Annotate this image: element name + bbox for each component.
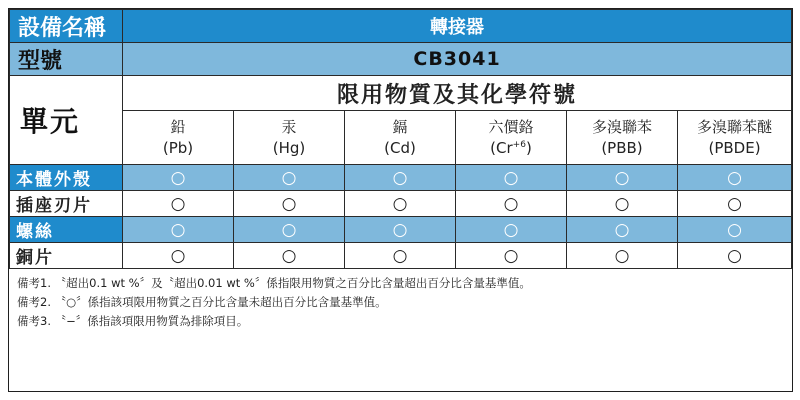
compliance-mark: ○: [392, 220, 408, 240]
compliance-cell: [345, 217, 456, 243]
compliance-mark: ○: [170, 194, 186, 214]
substance-name: 汞: [281, 117, 297, 136]
symbol-base: (Cr: [490, 138, 513, 157]
device-name-row: [10, 10, 792, 43]
compliance-cell: [234, 191, 345, 217]
note-1: 備考1. 〝超出0.1 wt %〞及〝超出0.01 wt %〞係指限用物質之百分比含量超出百分比含量基準值。: [17, 276, 531, 290]
substance-name: 多溴聯苯: [591, 117, 652, 136]
compliance-mark: ○: [281, 168, 297, 188]
table-row: [10, 217, 792, 243]
unit-name: 本體外殼: [10, 165, 123, 191]
unit-name: 插座刃片: [10, 191, 123, 217]
compliance-mark: ○: [727, 220, 742, 240]
note-2: 備考2. 〝○〞係指該項限用物質之百分比含量未超出百分比含量基準值。: [17, 295, 387, 309]
substance-symbol: (PBB): [601, 138, 643, 157]
substance-header-row: [10, 111, 792, 165]
compliance-mark: ○: [170, 220, 186, 240]
compliance-mark: ○: [503, 220, 519, 240]
compliance-mark: ○: [392, 194, 408, 214]
restricted-substances-table: [9, 9, 792, 269]
compliance-mark: ○: [170, 168, 186, 188]
compliance-cell: [234, 165, 345, 191]
substance-header: [345, 111, 456, 165]
compliance-cell: [456, 165, 567, 191]
unit-name: 銅片: [10, 243, 123, 269]
substances-title-row: [10, 76, 792, 111]
compliance-cell: [123, 191, 234, 217]
note-3: 備考3. 〝−〞係指該項限用物質為排除項目。: [17, 314, 249, 328]
compliance-cell: [456, 191, 567, 217]
compliance-cell: [567, 243, 678, 269]
compliance-mark: ○: [170, 246, 186, 266]
rohs-declaration-sheet: [8, 8, 793, 392]
compliance-mark: ○: [614, 194, 630, 214]
compliance-cell: [123, 217, 234, 243]
substance-name: 多溴聯苯醚: [697, 117, 773, 136]
substance-symbol: (PBDE): [708, 138, 761, 157]
compliance-cell: [345, 243, 456, 269]
compliance-mark: ○: [614, 246, 630, 266]
compliance-mark: ○: [281, 220, 297, 240]
compliance-cell: [678, 191, 792, 217]
substance-name: 六價鉻: [488, 117, 534, 136]
substance-symbol: [456, 138, 566, 159]
substance-header: [123, 111, 234, 165]
table-row: [10, 191, 792, 217]
compliance-mark: ○: [503, 194, 519, 214]
compliance-mark: ○: [392, 246, 408, 266]
unit-name: 螺絲: [10, 217, 123, 243]
compliance-mark: ○: [503, 168, 519, 188]
compliance-cell: [456, 243, 567, 269]
substance-symbol: (Cd): [384, 138, 416, 157]
compliance-cell: [123, 165, 234, 191]
unit-label: 單元: [10, 76, 123, 165]
compliance-cell: [567, 217, 678, 243]
compliance-mark: ○: [281, 246, 297, 266]
compliance-cell: [234, 217, 345, 243]
model-value: CB3041: [123, 43, 792, 76]
notes-section: [9, 269, 792, 331]
model-label: 型號: [10, 43, 123, 76]
compliance-cell: [567, 191, 678, 217]
compliance-mark: ○: [281, 194, 297, 214]
symbol-end: ): [525, 138, 532, 157]
device-name-value: 轉接器: [123, 10, 792, 43]
substance-symbol: (Hg): [272, 138, 306, 157]
model-row: [10, 43, 792, 76]
compliance-cell: [456, 217, 567, 243]
compliance-mark: ○: [614, 168, 630, 188]
compliance-cell: [678, 243, 792, 269]
compliance-cell: [345, 191, 456, 217]
compliance-cell: [234, 243, 345, 269]
compliance-mark: ○: [727, 246, 742, 266]
substance-header: [234, 111, 345, 165]
compliance-mark: ○: [727, 194, 742, 214]
compliance-cell: [678, 165, 792, 191]
compliance-mark: ○: [503, 246, 519, 266]
substance-header: [678, 111, 792, 165]
substance-name: 鎘: [392, 117, 408, 136]
compliance-cell: [345, 165, 456, 191]
compliance-cell: [567, 165, 678, 191]
substance-symbol: (Pb): [162, 138, 194, 157]
substances-title: 限用物質及其化學符號: [123, 76, 792, 111]
compliance-cell: [123, 243, 234, 269]
symbol-superscript: +6: [512, 139, 526, 150]
table-row: [10, 243, 792, 269]
compliance-mark: ○: [392, 168, 408, 188]
substance-name: 鉛: [170, 117, 186, 136]
device-name-label: 設備名稱: [10, 10, 123, 43]
table-row: [10, 165, 792, 191]
compliance-mark: ○: [727, 168, 742, 188]
compliance-cell: [678, 217, 792, 243]
substance-header: [567, 111, 678, 165]
substance-header: [456, 111, 567, 165]
compliance-mark: ○: [614, 220, 630, 240]
